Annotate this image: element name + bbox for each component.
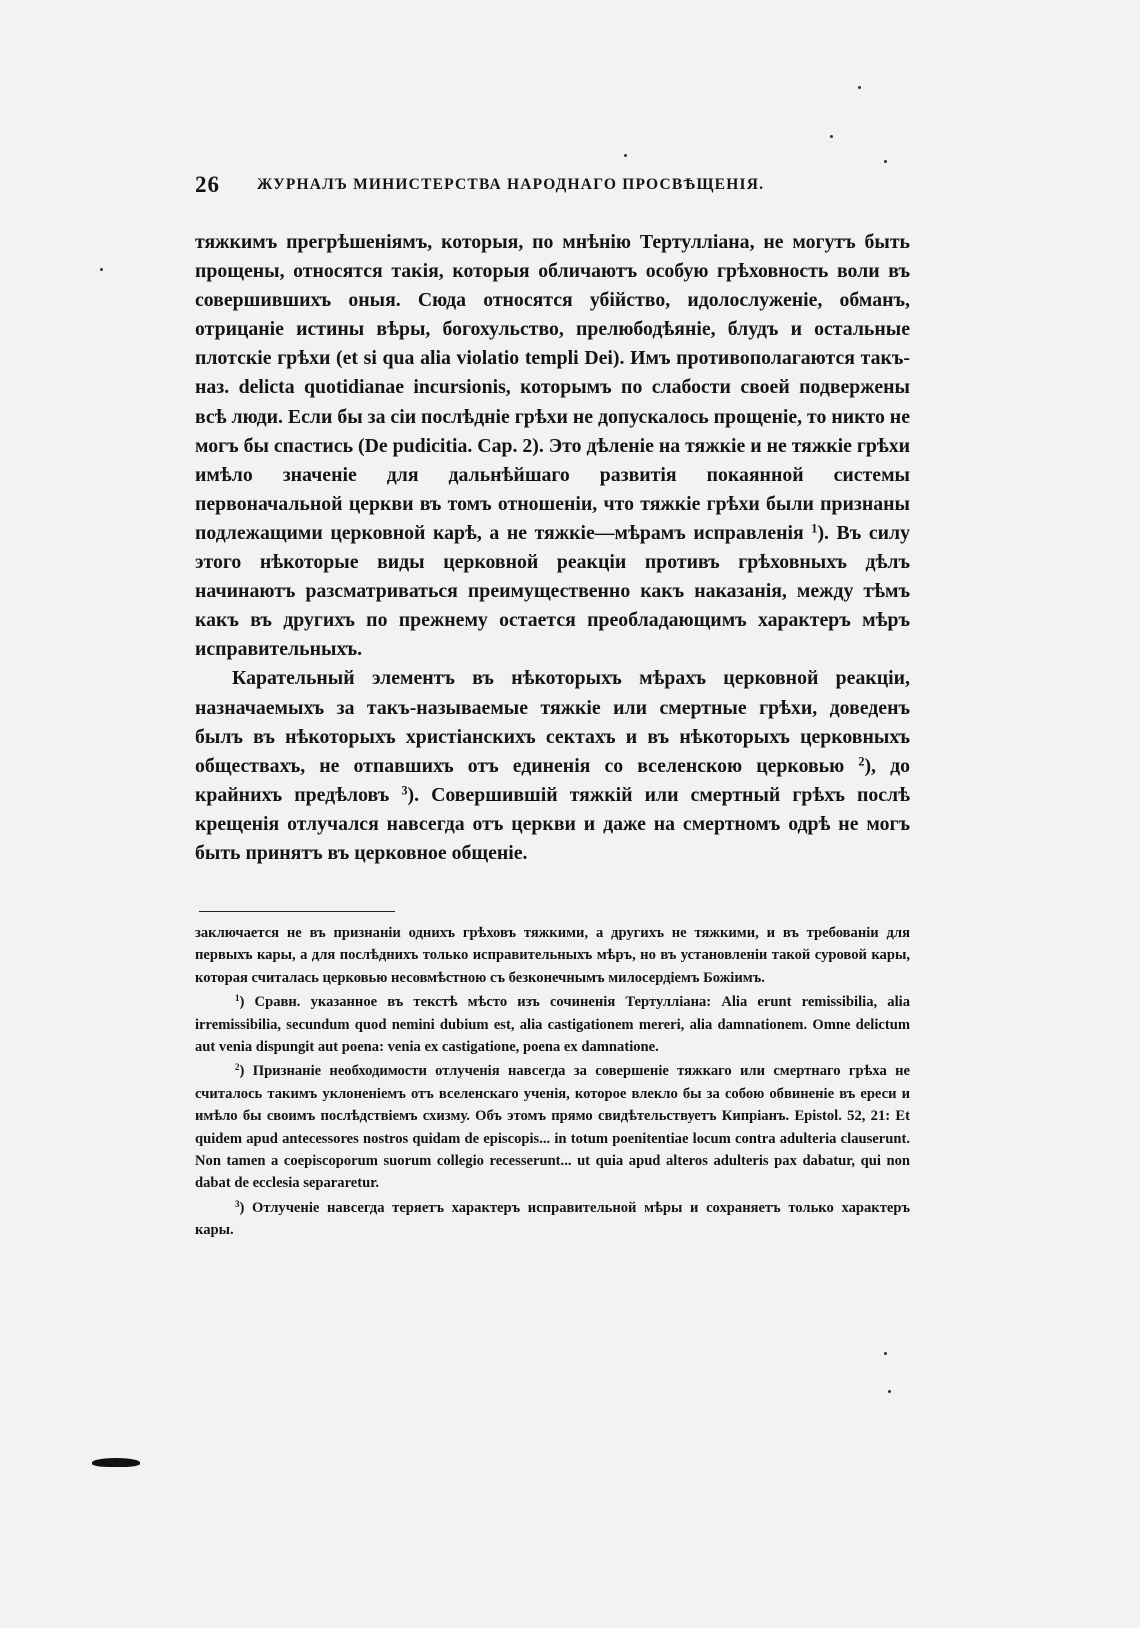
scan-speck: [100, 268, 103, 271]
paragraph-text: ). Въ силу этого нѣкоторые виды церковной реакціи противъ грѣховныхъ дѣлъ начинаютъ разсматриваться преимущественно какъ наказанія, между тѣмъ какъ въ другихъ по прежнему остается преобладающимъ характеръ мѣръ исправительныхъ.: [195, 521, 910, 661]
paragraph-text: Карательный элементъ въ нѣкоторыхъ мѣрахъ церковной реакціи, назначаемыхъ за такъ-называемые тяжкіе или смертные грѣхи, доведенъ былъ въ нѣкоторыхъ христіанскихъ сектахъ и въ нѣкоторыхъ церковныхъ обществахъ, не отпавшихъ отъ единенія со вселенскою церковью: [195, 667, 910, 777]
footnote-text: ) Сравн. указанное въ текстѣ мѣсто изъ сочиненія Тертулліана: Alia erunt remissibilia, alia irremissibilia, secundum quod nemini dubium est, alia castigationem mereri, alia damnationem. Omne delictum aut venia dispungit aut poena: venia ex castigatione, poena ex damnatione.: [195, 994, 910, 1056]
scan-speck: [830, 135, 833, 138]
footnote-divider: [199, 911, 395, 912]
footnote: [195, 991, 910, 1058]
scan-speck: [624, 154, 627, 157]
main-text: [195, 228, 910, 868]
page-number: 26: [195, 172, 220, 197]
scan-speck: [858, 86, 861, 89]
footnote-ref: 3: [401, 783, 408, 798]
paragraph: [195, 664, 910, 868]
scan-speck: [884, 160, 887, 163]
footnote: [195, 1197, 910, 1242]
footnote-marker: 3: [235, 1198, 240, 1209]
footnotes: [195, 922, 910, 1244]
footnote-ref: 1: [811, 521, 818, 536]
footnote: [195, 1060, 910, 1194]
footnote-marker: 2: [235, 1062, 240, 1073]
scan-speck: [884, 1352, 887, 1355]
scan-smudge: [92, 1458, 140, 1467]
running-title: ЖУРНАЛЪ МИНИСТЕРСТВА НАРОДНАГО ПРОСВѢЩЕНІЯ.: [257, 176, 765, 193]
scan-speck: [888, 1390, 891, 1393]
paragraph: [195, 228, 910, 664]
page-header: [195, 172, 910, 202]
footnote-text: ) Отлученіе навсегда теряетъ характеръ исправительной мѣры и сохраняетъ только характеръ кары.: [195, 1199, 910, 1239]
paragraph-text: тяжкимъ прегрѣшеніямъ, которыя, по мнѣнію Тертулліана, не могутъ быть прощены, относятся такія, которыя обличаютъ особую грѣховность воли въ совершившихъ оныя. Сюда относятся убійство, идолослуженіе, обманъ, отрицаніе истины вѣры, богохульство, прелюбодѣяніе, блудъ и остальные плотскіе грѣхи (et si qua alia violatio templi Dei). Имъ противополагаются такъ-наз. delicta quotidianae incursionis, которымъ по слабости своей подвержены всѣ люди. Если бы за сіи послѣдніе грѣхи не допускалось прощеніе, то никто не могъ бы спастись (De pudicitia. Cap. 2). Это дѣленіе на тяжкіе и не тяжкіе грѣхи имѣло значеніе для дальнѣйшаго развитія покаянной системы первоначальной церкви въ томъ отношеніи, что тяжкіе грѣхи были признаны подлежащими церковной карѣ, а не тяжкіе—мѣрамъ исправленія: [195, 231, 910, 544]
footnote-marker: 1: [235, 993, 240, 1004]
footnote-continuation: заключается не въ признаніи однихъ грѣховъ тяжкими, а другихъ не тяжкими, и въ требованіи для первыхъ кары, а для послѣднихъ только исправительныхъ мѣръ, но въ установленіи такой суровой кары, которая считалась церковью несовмѣстною съ безконечнымъ милосердіемъ Божіимъ.: [195, 925, 910, 986]
footnote-text: ) Признаніе необходимости отлученія навсегда за совершеніе тяжкаго или смертнаго грѣха не считалось такимъ уклоненіемъ отъ вселенскаго ученія, которое влекло бы за собою обвиненіе въ ереси и имѣло бы своимъ послѣдствіемъ схизму. Объ этомъ прямо свидѣтельствуетъ Кипріанъ. Epistol. 52, 21: Et quidem apud antecessores nostros quidam de episcopis... in totum poenitentiae locum contra adulteria clauserunt. Non tamen a coepiscoporum suorum collegio recesserunt... ut quia apud alteros adulteris pax dabatur, qui non dabat de ecclesia separaretur.: [195, 1063, 910, 1192]
footnote-ref: 2: [858, 753, 865, 768]
paragraph-text: ). Совершившій тяжкій или смертный грѣхъ послѣ крещенія отлучался навсегда отъ церкви и даже на смертномъ одрѣ не могъ быть принятъ въ церковное общеніе.: [195, 783, 911, 864]
paragraph-text: ), до крайнихъ предѣловъ: [195, 754, 910, 806]
